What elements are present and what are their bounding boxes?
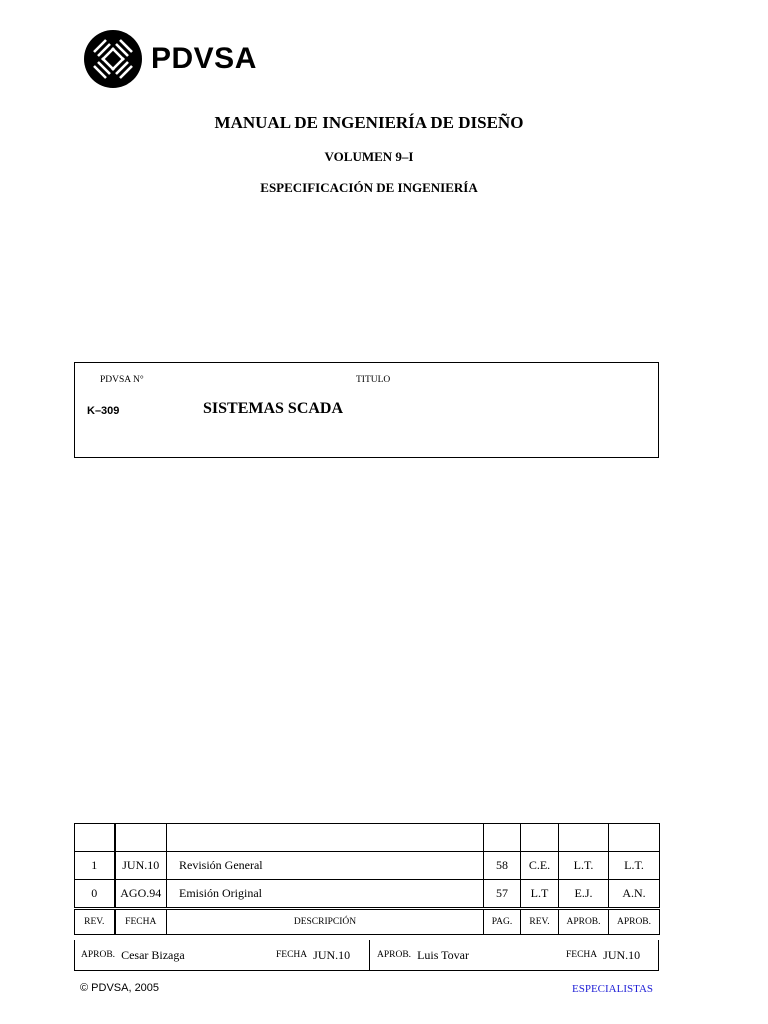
document-title-box xyxy=(74,362,659,458)
spec-title: ESPECIFICACIÓN DE INGENIERÍA xyxy=(260,180,478,195)
header-description: DESCRIPCIÓN xyxy=(167,909,484,935)
document-title-label: TITULO xyxy=(356,375,391,385)
approval-right-date-value: JUN.10 xyxy=(603,947,641,962)
pdvsa-emblem-icon xyxy=(84,30,142,88)
header-rev: REV. xyxy=(75,909,115,935)
rev-pages: 58 xyxy=(484,852,521,880)
approval-right xyxy=(377,940,469,970)
rev-number: 1 xyxy=(75,852,115,880)
volume-title: VOLUMEN 9–I xyxy=(324,149,414,164)
rev-date: JUN.10 xyxy=(115,852,167,880)
rev-pages: 57 xyxy=(484,880,521,909)
rev-reviewed: C.E. xyxy=(521,852,559,880)
approval-right-date xyxy=(566,940,640,970)
table-header-row xyxy=(75,909,660,935)
empty-cell xyxy=(521,824,559,852)
document-title: SISTEMAS SCADA xyxy=(203,400,344,417)
rev-reviewed: L.T xyxy=(521,880,559,909)
empty-cell xyxy=(167,824,484,852)
approvals-row xyxy=(74,940,659,971)
header-date: FECHA xyxy=(115,909,167,935)
table-row xyxy=(75,880,660,909)
document-number-label: PDVSA N° xyxy=(100,375,144,385)
rev-approved-1: E.J. xyxy=(559,880,609,909)
header-pages: PAG. xyxy=(484,909,521,935)
revision-table xyxy=(74,823,660,935)
approval-right-name: Luis Tovar xyxy=(417,947,469,962)
brand-name: PDVSA xyxy=(151,42,257,75)
empty-cell xyxy=(484,824,521,852)
approval-right-date-label: FECHA xyxy=(566,950,598,960)
rev-description: Revisión General xyxy=(167,852,484,880)
manual-title: MANUAL DE INGENIERÍA DE DISEÑO xyxy=(214,113,524,132)
rev-description: Emisión Original xyxy=(167,880,484,909)
header-reviewed: REV. xyxy=(521,909,559,935)
approval-left-date-value: JUN.10 xyxy=(313,947,351,962)
approval-divider xyxy=(369,940,370,970)
rev-date: AGO.94 xyxy=(115,880,167,909)
empty-cell xyxy=(609,824,660,852)
document-code: K–309 xyxy=(87,405,120,417)
approval-left-label: APROB. xyxy=(81,950,116,960)
header-approved-2: APROB. xyxy=(609,909,660,935)
rev-approved-2: A.N. xyxy=(609,880,660,909)
table-row xyxy=(75,852,660,880)
approval-left-date-label: FECHA xyxy=(276,950,308,960)
rev-number: 0 xyxy=(75,880,115,909)
pdvsa-logo xyxy=(84,30,257,88)
approval-left-date xyxy=(276,940,350,970)
approval-left-name: Cesar Bizaga xyxy=(121,947,185,962)
empty-cell xyxy=(75,824,115,852)
copyright-text: © PDVSA, 2005 xyxy=(80,982,160,994)
rev-approved-2: L.T. xyxy=(609,852,660,880)
section-label: ESPECIALISTAS xyxy=(572,983,654,995)
empty-cell xyxy=(559,824,609,852)
header-approved-1: APROB. xyxy=(559,909,609,935)
table-row xyxy=(75,824,660,852)
empty-cell xyxy=(115,824,167,852)
rev-approved-1: L.T. xyxy=(559,852,609,880)
approval-left xyxy=(81,940,185,970)
approval-right-label: APROB. xyxy=(377,950,412,960)
